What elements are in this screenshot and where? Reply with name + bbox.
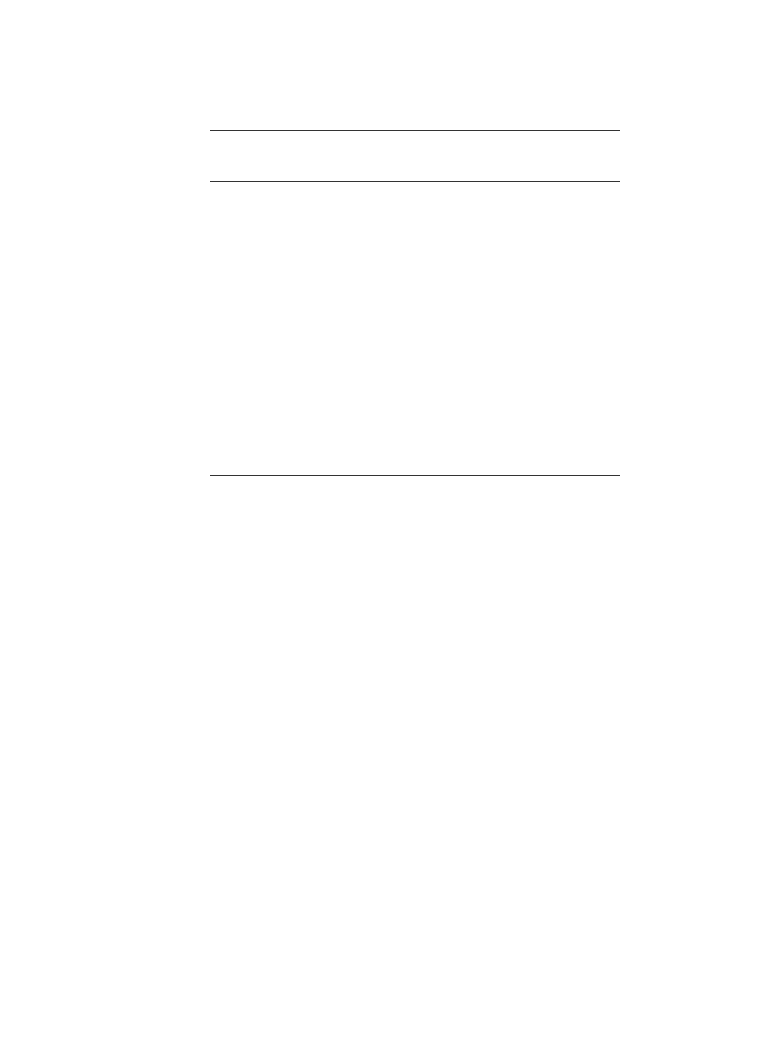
page-header — [0, 40, 781, 56]
right-column — [407, 524, 753, 532]
data-table — [210, 130, 620, 182]
left-column — [26, 524, 372, 534]
table-header — [210, 130, 620, 182]
table-bottom-rule — [210, 475, 620, 476]
